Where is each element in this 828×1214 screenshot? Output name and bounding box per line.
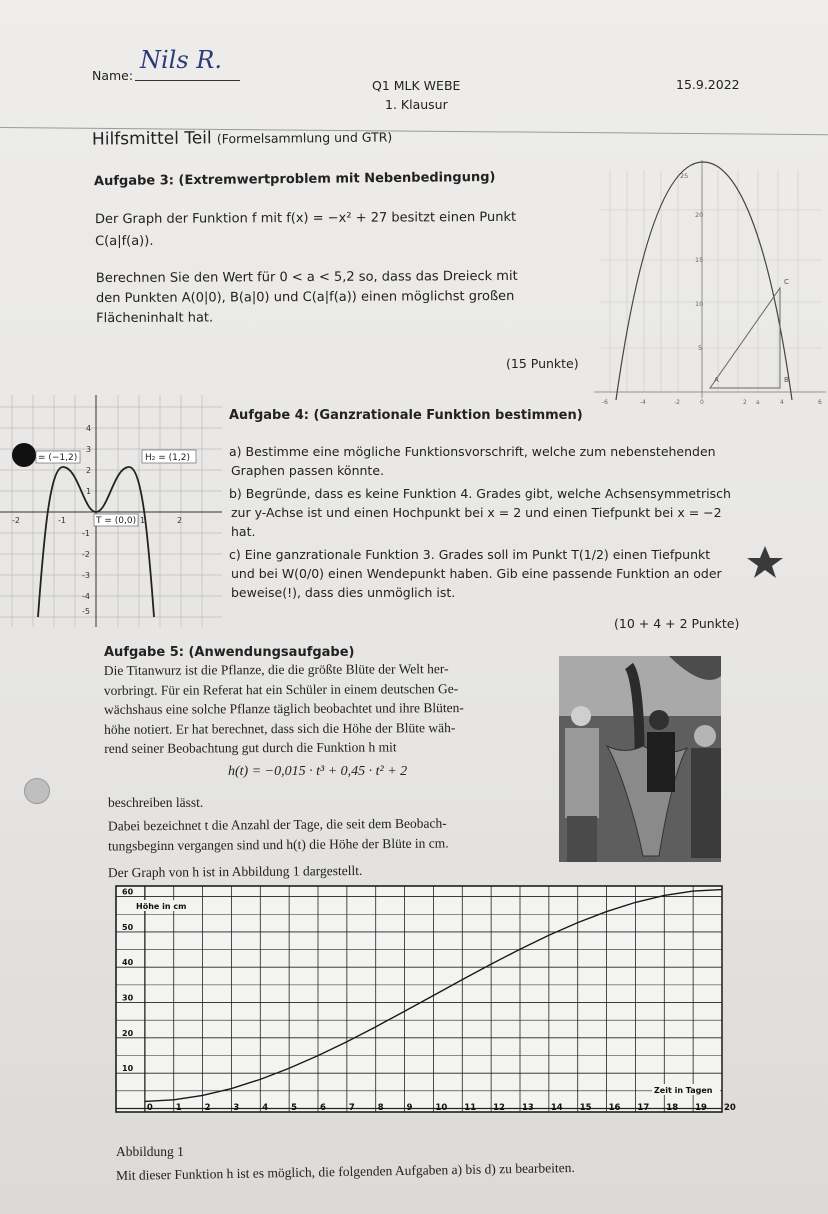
task4-t-label: T = (0,0) [96, 516, 137, 526]
task4-ytick-4: 4 [86, 424, 92, 433]
height-chart [110, 878, 736, 1134]
punch-hole-middle [24, 778, 50, 804]
task5-title: Aufgabe 5: (Anwendungsaufgabe) [104, 645, 355, 660]
task4-h1-label: = (−1,2) [38, 453, 78, 463]
chart-x-tick-7: 7 [348, 1103, 355, 1113]
task4-ytick-m1: -1 [82, 529, 90, 538]
task3-p1-line1: Der Graph der Funktion f mit f(x) = −x² + 27 besitzt einen Punkt [94, 209, 517, 228]
task4-xtick-m2: -2 [12, 516, 20, 525]
chart-x-tick-16: 16 [608, 1103, 621, 1113]
chart-x-tick-15: 15 [579, 1103, 592, 1113]
task4-title: Aufgabe 4: (Ganzrationale Funktion bestimmen) [229, 408, 583, 423]
task3-p2-line1: Berechnen Sie den Wert für 0 < a < 5,2 so, dass das Dreieck mit [95, 268, 518, 287]
task3-ytick-15: 15 [695, 256, 704, 264]
task4-ytick-m3: -3 [82, 571, 90, 580]
task3-point-C-label: C [784, 278, 789, 286]
chart-y-axis-label: Höhe in cm [136, 902, 187, 911]
name-underline [135, 80, 240, 81]
task4-ytick-m5: -5 [82, 607, 90, 616]
chart-y-tick-30: 30 [122, 993, 134, 1003]
chart-y-tick-10: 10 [122, 1064, 134, 1074]
chart-x-tick-18: 18 [666, 1103, 679, 1113]
exam-date: 15.9.2022 [676, 77, 740, 92]
task3-points: (15 Punkte) [506, 356, 579, 371]
chart-x-tick-3: 3 [233, 1103, 240, 1113]
task4-ytick-1: 1 [86, 487, 92, 496]
task5-formula: h(t) = −0,015 · t³ + 0,45 · t² + 2 [228, 764, 408, 779]
task3-ytick-5: 5 [698, 344, 703, 352]
task5-p4: Der Graph von h ist in Abbildung 1 dargestellt. [107, 862, 363, 881]
chart-y-tick-50: 50 [122, 922, 134, 932]
task5-p2: beschreiben lässt. [108, 795, 204, 810]
task4-a-line2: Graphen passen könnte. [231, 463, 384, 478]
punch-hole-top [12, 443, 36, 467]
chart-x-tick-4: 4 [262, 1103, 269, 1113]
chart-x-tick-13: 13 [522, 1103, 534, 1113]
chart-x-tick-9: 9 [406, 1103, 413, 1113]
chart-x-tick-19: 19 [695, 1103, 707, 1113]
chart-x-tick-10: 10 [435, 1103, 448, 1113]
task4-xtick-m1: -1 [58, 516, 66, 525]
task5-p3-line1: Dabei bezeichnet t die Anzahl der Tage, die seit dem Beobach- [107, 815, 447, 834]
task4-c-line3: beweise(!), dass dies unmöglich ist. [231, 585, 456, 600]
chart-y-tick-60: 60 [122, 887, 134, 897]
chart-x-tick-12: 12 [493, 1103, 505, 1113]
task4-b-line1: b) Begründe, dass es keine Funktion 4. Grades gibt, welche Achsensymmetrisch [229, 486, 731, 501]
section-title [92, 126, 392, 149]
task3-paragraph-2 [96, 267, 518, 329]
task3-xtick-2: 2 [743, 399, 747, 406]
task3-ytick-20: 20 [695, 211, 704, 219]
chart-x-tick-5: 5 [291, 1103, 298, 1113]
task3-paragraph-1 [95, 207, 516, 253]
chart-x-tick-17: 17 [637, 1103, 650, 1113]
task5-paragraph-3 [108, 814, 449, 857]
task4-grid [0, 395, 222, 627]
task5-p1-line3: wächshaus eine solche Pflanze täglich beobachtet und ihre Blüten- [103, 700, 464, 717]
task5-p1-line1: Die Titanwurz ist die Pflanze, die die größte Blüte der Welt her- [103, 661, 449, 678]
star-icon [744, 544, 786, 580]
task3-triangle [710, 288, 780, 388]
task4-ytick-2: 2 [86, 466, 92, 475]
section-title-sub: (Formelsammlung und GTR) [216, 129, 393, 147]
task4-h2-label: H₂ = (1,2) [145, 453, 190, 463]
chart-y-tick-40: 40 [122, 958, 134, 968]
task3-parabola-graph [590, 150, 828, 410]
task3-xtick-m2: -2 [674, 399, 680, 406]
task3-parabola-curve [616, 162, 792, 400]
task4-b-line2: zur y-Achse ist und einen Hochpunkt bei x = 2 und einen Tiefpunkt bei x = −2 [231, 505, 722, 520]
chart-y-tick-20: 20 [122, 1028, 134, 1038]
task4-ytick-m2: -2 [82, 550, 90, 559]
task4-body [229, 442, 789, 602]
chart-x-tick-6: 6 [320, 1103, 326, 1113]
task4-c-line2: und bei W(0/0) einen Wendepunkt haben. Gib eine passende Funktion an oder [231, 566, 722, 581]
chart-x-tick-2: 2 [204, 1103, 211, 1113]
student-name: Nils R. [140, 46, 222, 74]
chart-x-axis-label: Zeit in Tagen [654, 1086, 713, 1095]
task3-xtick-m6: -6 [602, 399, 608, 406]
task5-p3-line2: tungsbeginn vergangen sind und h(t) die Höhe der Blüte in cm. [108, 835, 449, 854]
task5-footer: Mit dieser Funktion h ist es möglich, die folgenden Aufgaben a) bis d) zu bearbeiten. [115, 1159, 575, 1183]
task3-xtick-6: 6 [818, 399, 822, 406]
task4-points: (10 + 4 + 2 Punkte) [614, 616, 740, 631]
name-label: Name: [92, 68, 134, 83]
titanwurz-photo [559, 656, 721, 862]
task5-p1-line2: vorbringt. Für ein Referat hat ein Schüler in einem deutschen Ge- [103, 680, 459, 698]
chart-x-tick-0: 0 [146, 1103, 153, 1113]
chart-x-tick-8: 8 [377, 1103, 384, 1113]
chart-x-tick-11: 11 [464, 1103, 477, 1113]
task4-c-line1: c) Eine ganzrationale Funktion 3. Grades soll im Punkt T(1/2) einen Tiefpunkt [229, 547, 711, 562]
chart-caption: Abbildung 1 [116, 1144, 184, 1159]
task4-b-line3: hat. [231, 524, 256, 539]
chart-x-tick-14: 14 [550, 1103, 563, 1113]
task4-xtick-1: 1 [140, 516, 146, 525]
task4-a-line1: a) Bestimme eine mögliche Funktionsvorschrift, welche zum nebenstehenden [229, 444, 716, 459]
task3-p2-line3: Flächeninhalt hat. [96, 310, 214, 327]
task5-p1-line5: rend seiner Beobachtung gut durch die Funktion h mit [104, 739, 397, 756]
task3-p2-line2: den Punkten A(0|0), B(a|0) und C(a|f(a)) einen möglichst großen [95, 288, 515, 307]
task3-xtick-4: 4 [780, 399, 784, 406]
task5-paragraph-1 [104, 659, 464, 758]
task4-xtick-2: 2 [177, 516, 183, 525]
task3-xtick-0: 0 [700, 399, 704, 406]
chart-frame [116, 886, 722, 1112]
task5-p1-line4: höhe notiert. Er hat berechnet, dass sich die Höhe der Blüte wäh- [104, 719, 456, 737]
task3-ytick-25: 25 [680, 172, 689, 180]
task3-point-B-label: B [784, 376, 789, 384]
task3-p1-line2: C(a|f(a)). [95, 233, 154, 250]
chart-x-ticks [147, 1103, 736, 1113]
task4-quartic-graph [0, 395, 222, 627]
chart-x-tick-1: 1 [175, 1103, 182, 1113]
chart-x-tick-20: 20 [724, 1103, 736, 1113]
course-label: Q1 MLK WEBE [372, 78, 461, 93]
task3-point-A-label: A [714, 376, 719, 384]
task4-ytick-m4: -4 [82, 592, 90, 601]
task3-title: Aufgabe 3: (Extremwertproblem mit Nebenbedingung) [93, 169, 496, 190]
task3-xtick-m4: -4 [640, 399, 646, 406]
task3-xtick-a: a [756, 399, 760, 406]
task3-ytick-10: 10 [695, 300, 704, 308]
exam-label: 1. Klausur [385, 97, 448, 112]
task4-ytick-3: 3 [86, 445, 92, 454]
section-title-main: Hilfsmittel Teil [91, 128, 212, 150]
